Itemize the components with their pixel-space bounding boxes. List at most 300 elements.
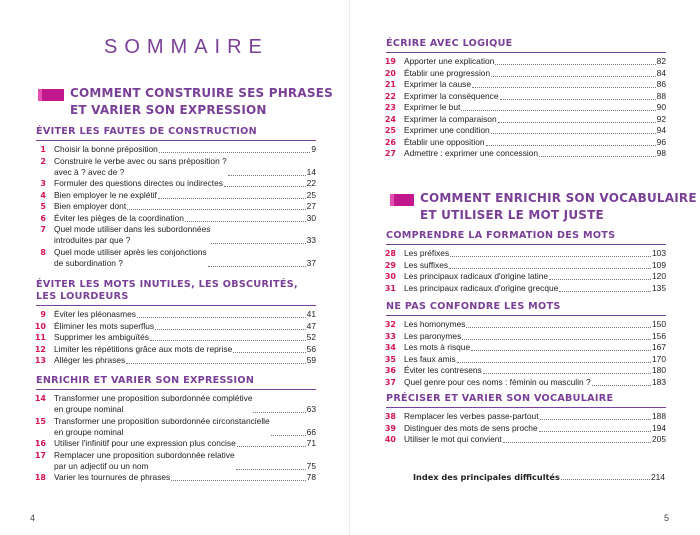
toc-entry[interactable] (378, 114, 666, 125)
section-title (36, 279, 298, 303)
entry-label-line: Remplacer les verbes passe-partout (404, 411, 539, 421)
entry-number: 15 (34, 416, 46, 426)
entry-body (54, 247, 316, 269)
leader-dots (483, 373, 651, 374)
leader-dots (137, 317, 306, 318)
section-rule (386, 407, 666, 408)
leader-dots (457, 362, 651, 363)
toc-entry[interactable] (28, 355, 316, 366)
section-title (386, 301, 561, 313)
entry-label-line: Transformer une proposition subordonnée complétive (54, 393, 253, 403)
entry-page: 180 (652, 365, 666, 375)
leader-dots (503, 442, 651, 443)
entry-label-line: Les mots à risque (404, 342, 471, 352)
entry-number: 8 (40, 247, 46, 257)
toc-entry[interactable] (28, 393, 316, 415)
entry-page: 75 (306, 460, 316, 471)
entry-label (404, 354, 456, 365)
leader-dots (466, 327, 651, 328)
entry-number: 6 (40, 213, 46, 223)
entry-label-line: Les préfixes (404, 248, 450, 258)
entry-body (404, 365, 666, 376)
entry-label-line: Les suffixes (404, 259, 449, 270)
part-title (420, 190, 697, 224)
entry-body (54, 309, 316, 320)
entry-number: 37 (384, 377, 396, 387)
entry-body (54, 224, 316, 246)
entry-label (54, 450, 235, 472)
entry-number: 27 (384, 149, 396, 158)
entry-number: 33 (384, 331, 396, 341)
toc-entry[interactable] (28, 332, 316, 343)
toc-entry[interactable] (378, 79, 666, 90)
toc-entry[interactable] (378, 260, 666, 271)
toc-entry[interactable] (28, 472, 316, 483)
toc-entry[interactable] (378, 125, 666, 136)
entry-number: 5 (40, 202, 46, 211)
part-marker (394, 194, 414, 206)
entry-page: 37 (306, 257, 316, 268)
leader-dots (461, 110, 655, 111)
toc-entry[interactable] (378, 377, 666, 388)
section-title-line: ÉVITER LES FAUTES DE CONSTRUCTION (36, 126, 257, 137)
entry-label (404, 114, 497, 125)
entry-label (54, 201, 126, 212)
entry-label-line: Admettre : exprimer une concession (404, 148, 539, 158)
toc-entry[interactable] (378, 148, 666, 159)
toc-entry[interactable] (378, 137, 666, 148)
leader-dots (171, 480, 305, 481)
entry-label-line: Exprimer la conséquence (404, 90, 499, 101)
entry-label-line: Formuler des questions directes ou indirectes (54, 178, 223, 188)
entry-label (404, 283, 558, 294)
toc-entry[interactable] (378, 91, 666, 102)
leader-dots (539, 156, 656, 157)
entry-number: 17 (34, 450, 46, 460)
entry-label (404, 260, 448, 271)
toc-entry[interactable] (378, 423, 666, 434)
toc-entry[interactable] (378, 354, 666, 365)
index-entry[interactable] (413, 472, 665, 482)
entry-body (404, 331, 666, 342)
entry-body (404, 68, 666, 79)
entry-number: 25 (384, 126, 396, 135)
entry-number: 9 (40, 310, 46, 319)
toc-entry[interactable] (378, 365, 666, 376)
toc-entry[interactable] (378, 56, 666, 67)
entry-body (54, 393, 316, 415)
leader-dots (158, 198, 306, 199)
entry-label-line: Apporter une explication (404, 56, 495, 66)
entry-label (404, 68, 490, 79)
leader-dots (237, 446, 306, 447)
section-title-line: COMPRENDRE LA FORMATION DES MOTS (386, 230, 616, 241)
entry-label-line: Les principaux radicaux d'origine latine (404, 271, 549, 281)
entry-label (404, 91, 499, 102)
toc-entry[interactable] (28, 178, 316, 189)
leader-dots (450, 256, 651, 257)
entry-page: 120 (652, 271, 666, 281)
entry-page: 66 (306, 426, 316, 437)
leader-dots (127, 209, 306, 210)
leader-dots (471, 350, 651, 351)
entry-label-line: Exprimer le but (404, 102, 461, 112)
entry-list (28, 309, 316, 367)
entry-label-line: Établir une opposition (404, 136, 485, 147)
toc-entry[interactable] (28, 201, 316, 212)
leader-dots (236, 469, 306, 470)
leader-dots (498, 122, 656, 123)
entry-page: 188 (652, 411, 666, 421)
section-rule (386, 244, 666, 245)
entry-label (404, 411, 539, 422)
leader-dots (159, 152, 311, 153)
entry-body (54, 438, 316, 449)
entry-page: 78 (306, 472, 316, 482)
entry-page: 94 (656, 125, 666, 135)
toc-entry[interactable] (378, 331, 666, 342)
leader-dots (150, 340, 306, 341)
entry-body (54, 416, 316, 438)
entry-label-line: par un adjectif ou un nom (54, 460, 149, 471)
entry-label (404, 148, 538, 159)
entry-label (54, 156, 227, 178)
toc-entry[interactable] (378, 411, 666, 422)
entry-page: 205 (652, 434, 666, 444)
entry-page: 92 (656, 113, 666, 124)
section-rule (36, 140, 316, 141)
entry-body (54, 355, 316, 366)
leader-dots (224, 186, 306, 187)
part-title-line: ET VARIER SON EXPRESSION (70, 103, 267, 117)
entry-body (404, 342, 666, 353)
entry-number: 10 (34, 321, 46, 331)
entry-label (404, 434, 502, 445)
entry-number: 34 (384, 343, 396, 352)
entry-number: 28 (384, 249, 396, 258)
entry-page: 170 (652, 353, 666, 364)
entry-label-line: Les paronymes (404, 330, 462, 341)
entry-label-line: Éviter les pièges de la coordination (54, 212, 184, 223)
entry-body (54, 332, 316, 343)
section-rule (36, 305, 316, 306)
section-title (386, 38, 513, 50)
section-title (386, 393, 613, 405)
entry-number: 23 (384, 103, 396, 112)
leader-dots (539, 431, 651, 432)
entry-label (54, 472, 170, 483)
toc-entry[interactable] (28, 247, 316, 269)
entry-body (54, 201, 316, 212)
toc-entry[interactable] (378, 68, 666, 79)
entry-body (404, 248, 666, 259)
entry-label-line: Construire le verbe avec ou sans préposition ? (54, 155, 227, 166)
entry-page: 194 (652, 422, 666, 433)
toc-entry[interactable] (28, 144, 316, 155)
section-title-line: NE PAS CONFONDRE LES MOTS (386, 301, 561, 312)
entry-label-line: Éviter les contresens (404, 365, 482, 375)
entry-number: 1 (40, 145, 46, 154)
entry-label-line: Exprimer la comparaison (404, 113, 497, 124)
entry-body (54, 190, 316, 201)
entry-page: 56 (306, 343, 316, 354)
leader-dots (155, 329, 306, 330)
entry-body (404, 125, 666, 136)
entry-label-line: Les homonymes (404, 319, 466, 329)
section-rule (386, 52, 666, 53)
leader-dots (233, 352, 305, 353)
toc-entry[interactable] (28, 190, 316, 201)
section-title (36, 375, 254, 387)
entry-number: 35 (384, 354, 396, 364)
leader-dots (491, 133, 656, 134)
entry-label (404, 102, 460, 113)
toc-entry[interactable] (378, 283, 666, 294)
toc-entry[interactable] (28, 438, 316, 449)
part-title (70, 85, 333, 119)
entry-body (404, 377, 666, 388)
leader-dots (592, 385, 651, 386)
entry-number: 14 (34, 394, 46, 403)
entry-label (54, 321, 154, 332)
entry-page: 9 (311, 144, 316, 154)
entry-label-line: avec à ? avec de ? (54, 166, 125, 177)
page-number: 4 (30, 513, 36, 523)
entry-label-line: Quel mode utiliser après les conjonctions (54, 246, 207, 257)
entry-label-line: Exprimer une condition (404, 125, 490, 135)
entry-body (404, 56, 666, 67)
entry-number: 36 (384, 366, 396, 375)
entry-body (404, 319, 666, 330)
entry-label (404, 271, 548, 282)
entry-label (54, 178, 223, 189)
entry-label (54, 355, 125, 366)
entry-number: 16 (34, 439, 46, 448)
entry-number: 2 (40, 156, 46, 166)
entry-label-line: Limiter les répétitions grâce aux mots de reprise (54, 343, 233, 354)
leader-dots (449, 268, 651, 269)
entry-number: 29 (384, 260, 396, 270)
entry-page: 33 (306, 235, 316, 245)
leader-dots (228, 175, 306, 176)
section-title (36, 126, 257, 138)
entry-page: 150 (652, 319, 666, 329)
entry-body (54, 344, 316, 355)
entry-label (404, 342, 470, 353)
entry-label-line: Alléger les phrases (54, 355, 126, 365)
entry-label (54, 416, 270, 438)
leader-dots (491, 76, 656, 77)
entry-number: 13 (34, 356, 46, 365)
entry-label (54, 344, 232, 355)
right-page (350, 0, 700, 535)
toc-entry[interactable] (378, 271, 666, 282)
entry-body (54, 450, 316, 472)
toc-entry[interactable] (378, 102, 666, 113)
entry-number: 21 (384, 80, 396, 89)
entry-page: 30 (306, 212, 316, 223)
toc-entry[interactable] (378, 248, 666, 259)
part-title-line: ET UTILISER LE MOT JUSTE (420, 208, 604, 222)
entry-body (404, 423, 666, 434)
entry-page: 27 (306, 201, 316, 211)
leader-dots (549, 279, 651, 280)
toc-entry[interactable] (28, 224, 316, 246)
entry-body (404, 79, 666, 90)
entry-label-line: Établir une progression (404, 67, 491, 78)
entry-number: 32 (384, 320, 396, 329)
entry-number: 4 (40, 190, 46, 200)
entry-page: 52 (306, 332, 316, 342)
section-title-line: LES LOURDEURS (36, 291, 129, 302)
entry-label-line: Supprimer les ambiguïtés (54, 332, 149, 342)
entry-label (404, 248, 449, 259)
entry-list (378, 56, 666, 160)
toc-entry[interactable] (378, 434, 666, 445)
entry-number: 26 (384, 137, 396, 147)
entry-label (54, 224, 210, 246)
entry-body (404, 260, 666, 271)
entry-page: 156 (652, 330, 666, 341)
entry-list (28, 144, 316, 269)
index-page: 214 (651, 472, 665, 482)
entry-body (404, 354, 666, 365)
entry-label (404, 365, 482, 376)
entry-body (404, 114, 666, 125)
section-title-line: PRÉCISER ET VARIER SON VOCABULAIRE (386, 393, 614, 404)
section-title-line: ENRICHIR ET VARIER SON EXPRESSION (36, 375, 255, 386)
entry-label-line: Transformer une proposition subordonnée circonstancielle (54, 415, 270, 426)
entry-body (404, 271, 666, 282)
entry-label (404, 79, 471, 90)
entry-label (54, 438, 236, 449)
entry-label (404, 56, 494, 67)
entry-label-line: de subordination ? (54, 257, 123, 268)
leader-dots (495, 64, 655, 65)
entry-body (54, 472, 316, 483)
entry-page: 103 (652, 248, 666, 258)
entry-body (54, 213, 316, 224)
section-title-line: ÉCRIRE AVEC LOGIQUE (386, 38, 513, 49)
entry-label-line: Les faux amis (404, 353, 456, 364)
entry-label-line: Quel mode utiliser dans les subordonnées (54, 224, 211, 234)
entry-page: 71 (306, 438, 316, 448)
entry-number: 7 (40, 225, 46, 234)
entry-body (404, 283, 666, 294)
leader-dots (211, 243, 305, 244)
section-title (386, 230, 615, 242)
entry-number: 22 (384, 91, 396, 101)
toc-entry[interactable] (28, 321, 316, 332)
toc-entry[interactable] (28, 450, 316, 472)
entry-number: 30 (384, 272, 396, 281)
entry-label-line: Utiliser le mot qui convient (404, 434, 502, 444)
entry-page: 96 (656, 136, 666, 147)
index-label: Index des principales difficultés (413, 472, 560, 482)
entry-body (54, 144, 316, 155)
toc-entry[interactable] (378, 319, 666, 330)
entry-label (54, 213, 184, 224)
entry-page: 90 (656, 102, 666, 112)
entry-label-line: Varier les tournures de phrases (54, 472, 171, 482)
entry-label (54, 309, 136, 320)
entry-body (404, 434, 666, 445)
entry-page: 25 (306, 189, 316, 200)
toc-entry[interactable] (28, 344, 316, 355)
leader-dots (185, 221, 306, 222)
entry-page: 82 (656, 56, 666, 66)
entry-number: 19 (384, 57, 396, 66)
entry-number: 31 (384, 283, 396, 293)
entry-label-line: Quel genre pour ces noms : féminin ou masculin ? (404, 376, 591, 387)
entry-number: 39 (384, 423, 396, 433)
entry-page: 167 (652, 342, 666, 352)
entry-page: 14 (306, 166, 316, 177)
entry-label (54, 190, 157, 201)
leader-dots (253, 412, 305, 413)
entry-label (404, 137, 485, 148)
leader-dots (208, 266, 306, 267)
entry-label (54, 332, 149, 343)
entry-label-line: Éliminer les mots superflus (54, 320, 155, 331)
entry-page: 183 (652, 376, 666, 387)
leader-dots (540, 419, 651, 420)
entry-body (54, 178, 316, 189)
entry-list (28, 393, 316, 484)
toc-entry[interactable] (28, 213, 316, 224)
entry-body (54, 156, 316, 178)
entry-page: 63 (306, 404, 316, 414)
toc-entry[interactable] (28, 309, 316, 320)
entry-number: 24 (384, 114, 396, 124)
entry-page: 109 (652, 259, 666, 270)
entry-label-line: en groupe nominal (54, 404, 124, 414)
entry-label (54, 247, 207, 269)
entry-list (378, 248, 666, 294)
leader-dots (559, 291, 651, 292)
toc-entry[interactable] (378, 342, 666, 353)
entry-label-line: Éviter les pléonasmes (54, 309, 136, 319)
entry-number: 20 (384, 68, 396, 78)
entry-page: 135 (652, 282, 666, 293)
entry-page: 59 (306, 355, 316, 365)
page-heading: SOMMAIRE (104, 36, 269, 58)
leader-dots (561, 479, 650, 480)
entry-label-line: en groupe nominal (54, 426, 124, 437)
part-marker (42, 89, 64, 101)
leader-dots (126, 363, 305, 364)
entry-label (404, 377, 591, 388)
entry-list (378, 411, 666, 446)
entry-body (404, 411, 666, 422)
entry-body (404, 137, 666, 148)
entry-page: 86 (656, 79, 666, 89)
entry-page: 41 (306, 309, 316, 319)
entry-label-line: Distinguer des mots de sens proche (404, 422, 538, 433)
entry-label-line: Bien employer dont (54, 201, 127, 211)
toc-entry[interactable] (28, 416, 316, 438)
entry-body (404, 91, 666, 102)
entry-label (404, 125, 490, 136)
toc-entry[interactable] (28, 156, 316, 178)
leader-dots (486, 145, 656, 146)
section-title-line: ÉVITER LES MOTS INUTILES, LES OBSCURITÉS, (36, 279, 298, 290)
entry-label (54, 144, 158, 155)
entry-page: 88 (656, 90, 666, 101)
entry-list (378, 319, 666, 388)
entry-page: 98 (656, 148, 666, 158)
entry-page: 22 (306, 178, 316, 188)
